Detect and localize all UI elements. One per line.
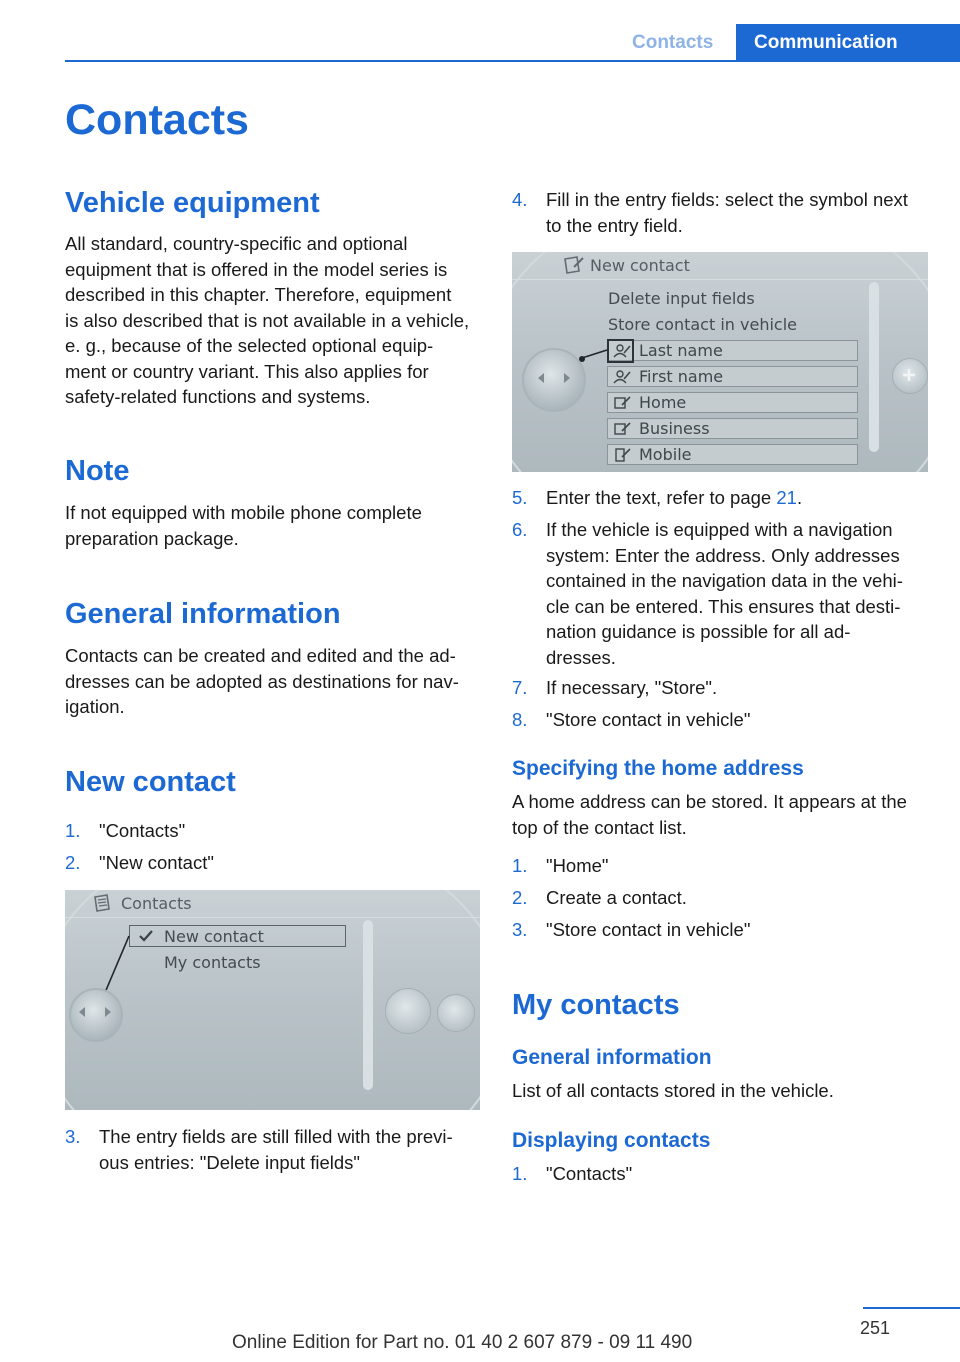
home-address-heading: Specifying the home address xyxy=(512,757,804,780)
options-button xyxy=(385,988,431,1034)
idrive-screenshot-contacts xyxy=(65,890,480,1110)
field-first-name[interactable]: First name xyxy=(607,366,858,387)
menu-item-store-contact[interactable]: Store contact in vehicle xyxy=(608,315,797,334)
my-contacts-heading: My contacts xyxy=(512,989,680,1021)
field-home[interactable]: Home xyxy=(607,392,858,413)
general-information-text: Contacts can be created and edited and the ad- dresses can be adopted as destinations for nav- igation. xyxy=(65,645,459,717)
note-heading: Note xyxy=(65,455,130,487)
plus-icon xyxy=(901,367,917,383)
my-contacts-general-heading: General information xyxy=(512,1046,712,1069)
arrows-icon xyxy=(77,1006,113,1018)
home-address-text: A home address can be stored. It appears at the top of the contact list. xyxy=(512,791,907,838)
note-text: If not equipped with mobile phone complete preparation package. xyxy=(65,502,422,549)
my-contacts-general-text: List of all contacts stored in the vehicle. xyxy=(512,1080,834,1101)
field-last-name[interactable]: Last name xyxy=(607,340,858,361)
scroll-track xyxy=(363,920,373,1090)
new-contact-heading: New contact xyxy=(65,766,236,798)
menu-item-my-contacts[interactable]: My contacts xyxy=(164,953,261,972)
scroll-track xyxy=(869,282,879,452)
page-number: 251 xyxy=(860,1318,891,1338)
screen-title: Contacts xyxy=(121,894,192,913)
menu-button xyxy=(437,994,475,1032)
screen-title: New contact xyxy=(590,256,690,275)
field-mobile[interactable]: Mobile xyxy=(607,444,858,465)
section-tab[interactable]: Contacts xyxy=(632,32,714,53)
header-rule xyxy=(65,60,960,62)
vehicle-equipment-text: All standard, country-specific and optional equipment that is offered in the model series is described in this chapter. Therefore, equipment is also described that is not available in a vehicle, e. g., because of the selected optional equip- ment or country variant. This also applies for safety-related functions and systems. xyxy=(65,233,470,407)
general-information-heading: General information xyxy=(65,598,341,630)
page-link[interactable]: 21 xyxy=(776,487,797,508)
menu-item-delete-input-fields[interactable]: Delete input fields xyxy=(608,289,755,308)
footer-rule xyxy=(863,1307,960,1309)
displaying-contacts-heading: Displaying contacts xyxy=(512,1129,711,1152)
chapter-tab[interactable]: Communication xyxy=(736,24,960,62)
arrows-icon xyxy=(536,372,572,384)
vehicle-equipment-heading: Vehicle equipment xyxy=(65,187,320,219)
menu-item-new-contact[interactable]: New contact xyxy=(164,927,264,946)
idrive-screenshot-new-contact xyxy=(512,252,928,472)
edition-note: Online Edition for Part no. 01 40 2 607 879 - 09 11 490 xyxy=(232,1332,693,1353)
page-title: Contacts xyxy=(65,96,249,144)
field-business[interactable]: Business xyxy=(607,418,858,439)
